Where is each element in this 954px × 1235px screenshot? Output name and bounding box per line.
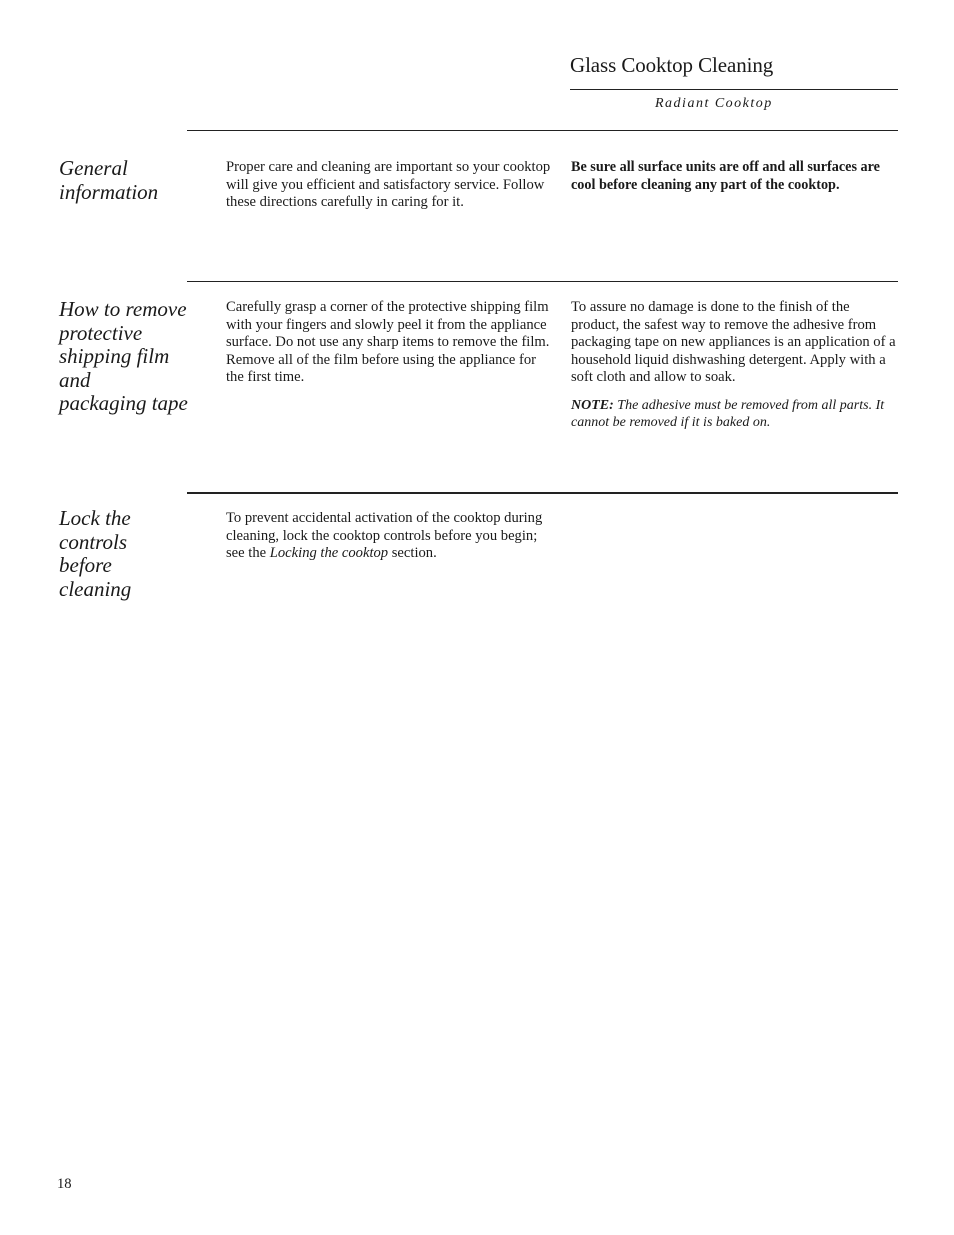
remove-film-text: Carefully grasp a corner of the protective shipping film with your fingers and slowly peel it from the appliance surface. Do not use any sharp items to remove the film. Remove all of the film before using the appliance for the first time.: [226, 299, 550, 385]
general-information-warning: Be sure all surface units are off and all surfaces are cool before cleaning any part of the cooktop.: [571, 159, 880, 193]
note-label: NOTE:: [571, 397, 614, 413]
section-divider-3: [187, 492, 898, 494]
general-information-text: Proper care and cleaning are important so your cooktop will give you efficient and satisfactory service. Follow these directions carefully in caring for it.: [226, 159, 551, 210]
section-heading-general-information: General information: [59, 156, 159, 204]
lock-controls-text-start: To prevent accidental activation of the cooktop during cleaning, lock the cooktop controls before you begin; see the: [226, 510, 543, 561]
header-divider: [570, 89, 898, 90]
lock-controls-text: [226, 510, 556, 563]
page-title: Glass Cooktop Cleaning: [570, 53, 774, 77]
note-text: The adhesive must be removed from all parts. It cannot be removed if it is baked on.: [571, 397, 885, 430]
page-subtitle: Radiant Cooktop: [655, 96, 773, 111]
section-heading-remove-film: How to remove protective shipping film and packaging tape: [59, 297, 188, 415]
remove-adhesive-column: [571, 299, 898, 432]
locking-cooktop-reference: Locking the cooktop: [269, 545, 389, 561]
page-number: 18: [57, 1176, 72, 1192]
remove-adhesive-text: To assure no damage is done to the finish of the product, the safest way to remove the adhesive from packaging tape on new appliances is an application of a household liquid dishwashing detergent. Apply with a soft cloth and allow to soak.: [571, 299, 896, 385]
section-divider-1: [187, 130, 898, 131]
adhesive-note: [571, 397, 898, 432]
section-heading-lock-controls: Lock the controls before cleaning: [59, 506, 132, 601]
section-divider-2: [187, 281, 898, 282]
lock-controls-text-end: section.: [388, 545, 437, 561]
